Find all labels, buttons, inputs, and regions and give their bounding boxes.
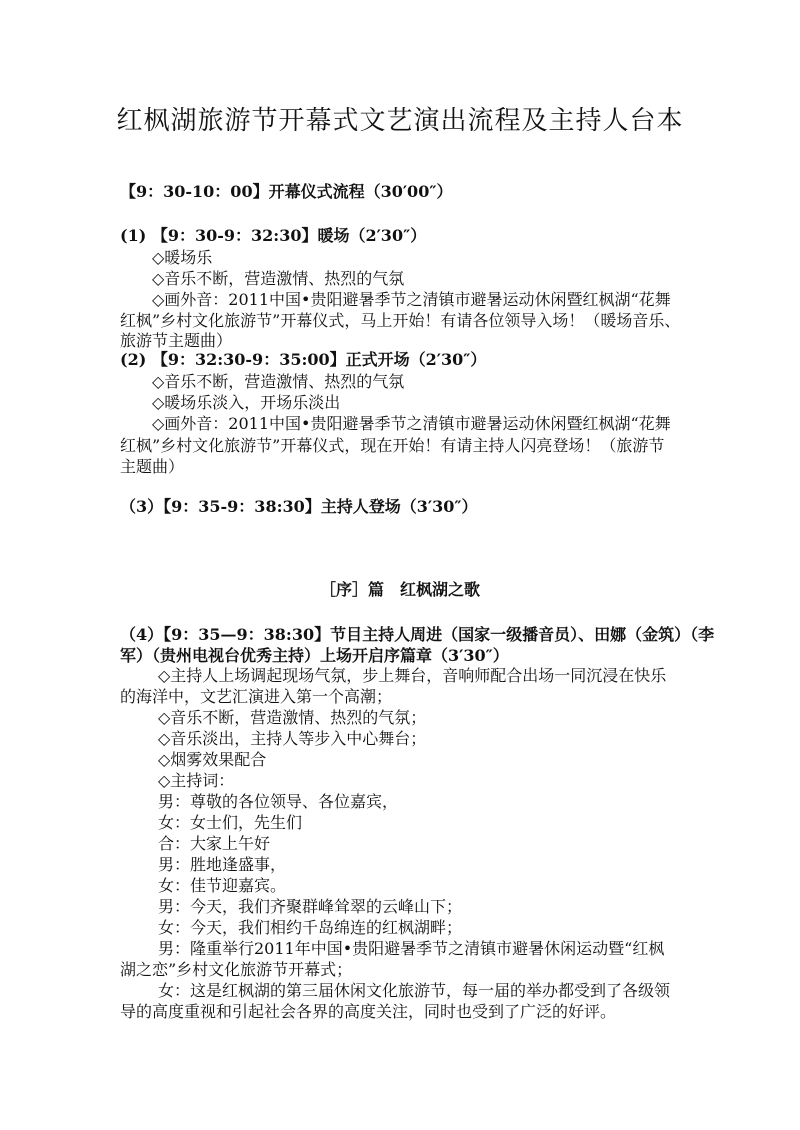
document-title: 红枫湖旅游节开幕式文艺演出流程及主持人台本 (116, 106, 684, 136)
paragraph-line: 湖之恋”乡村文化旅游节开幕式； (120, 960, 353, 979)
section-heading: 【9：30-10：00】开幕仪式流程（30′00″） (120, 182, 453, 201)
bullet-line: ◇暖场乐 (152, 248, 213, 267)
bullet-line: ◇画外音：2011中国•贵阳避暑季节之清镇市避暑运动休闲暨红枫湖“花舞 (152, 290, 671, 309)
step-heading: （4）【9：35—9：38:30】节目主持人周进（国家一级播音员）、田娜（金筑）（李 (120, 625, 715, 644)
step-heading: （3）【9：35-9：38:30】主持人登场（3′30″） (120, 497, 478, 516)
dialogue-line: 合：大家上午好 (158, 834, 271, 853)
step-heading: (1) 【9：30-9：32:30】暖场（2′30″） (120, 226, 427, 245)
dialogue-line: 男：胜地逢盛事， (158, 855, 287, 874)
bullet-line: ◇音乐不断，营造激情、热烈的气氛 (152, 372, 405, 391)
dialogue-line: 女：这是红枫湖的第三届休闲文化旅游节，每一届的举办都受到了各级领 (158, 981, 671, 1000)
dialogue-line: 女：女士们，先生们 (158, 813, 303, 832)
dialogue-line: 女：佳节迎嘉宾。 (158, 876, 287, 895)
bullet-line: ◇音乐不断，营造激情、热烈的气氛 (152, 269, 405, 288)
dialogue-line: 男：尊敬的各位领导、各位嘉宾， (158, 792, 399, 811)
paragraph-line: 的海洋中，文艺汇演进入第一个高潮； (120, 687, 393, 706)
bullet-line: ◇烟雾效果配合 (158, 750, 267, 769)
dialogue-line: 男：今天，我们齐聚群峰耸翠的云峰山下； (158, 897, 463, 916)
paragraph-line: 主题曲） (120, 457, 185, 476)
paragraph-line: 红枫”乡村文化旅游节”开幕仪式，马上开始！有请各位领导入场！（暖场音乐、 (120, 311, 681, 330)
paragraph-line: 导的高度重视和引起社会各界的高度关注，同时也受到了广泛的好评。 (120, 1002, 617, 1021)
dialogue-line: 女：今天，我们相约千岛绵连的红枫湖畔； (158, 918, 463, 937)
bullet-line: ◇主持词： (158, 771, 235, 790)
dialogue-line: 男：隆重举行2011年中国•贵阳避暑季节之清镇市避暑休闲运动暨“红枫 (158, 939, 665, 958)
bullet-line: ◇暖场乐淡入，开场乐淡出 (152, 393, 341, 412)
chapter-heading: ［序］篇 红枫湖之歌 (319, 580, 480, 599)
bullet-line: ◇主持人上场调起现场气氛，步上舞台，音响师配合出场一同沉浸在快乐 (158, 666, 667, 685)
paragraph-line: 旅游节主题曲） (120, 331, 233, 350)
bullet-line: ◇画外音：2011中国•贵阳避暑季节之清镇市避暑运动休闲暨红枫湖“花舞 (152, 414, 671, 433)
step-heading: (2) 【9：32:30-9：35:00】正式开场（2′30″） (120, 350, 487, 369)
bullet-line: ◇音乐淡出，主持人等步入中心舞台； (158, 729, 427, 748)
paragraph-line: 红枫”乡村文化旅游节”开幕仪式，现在开始！有请主持人闪亮登场！（旅游节 (120, 436, 665, 455)
step-heading: 军）（贵州电视台优秀主持）上场开启序篇章（3′30″） (120, 646, 509, 665)
bullet-line: ◇音乐不断，营造激情、热烈的气氛； (158, 708, 427, 727)
